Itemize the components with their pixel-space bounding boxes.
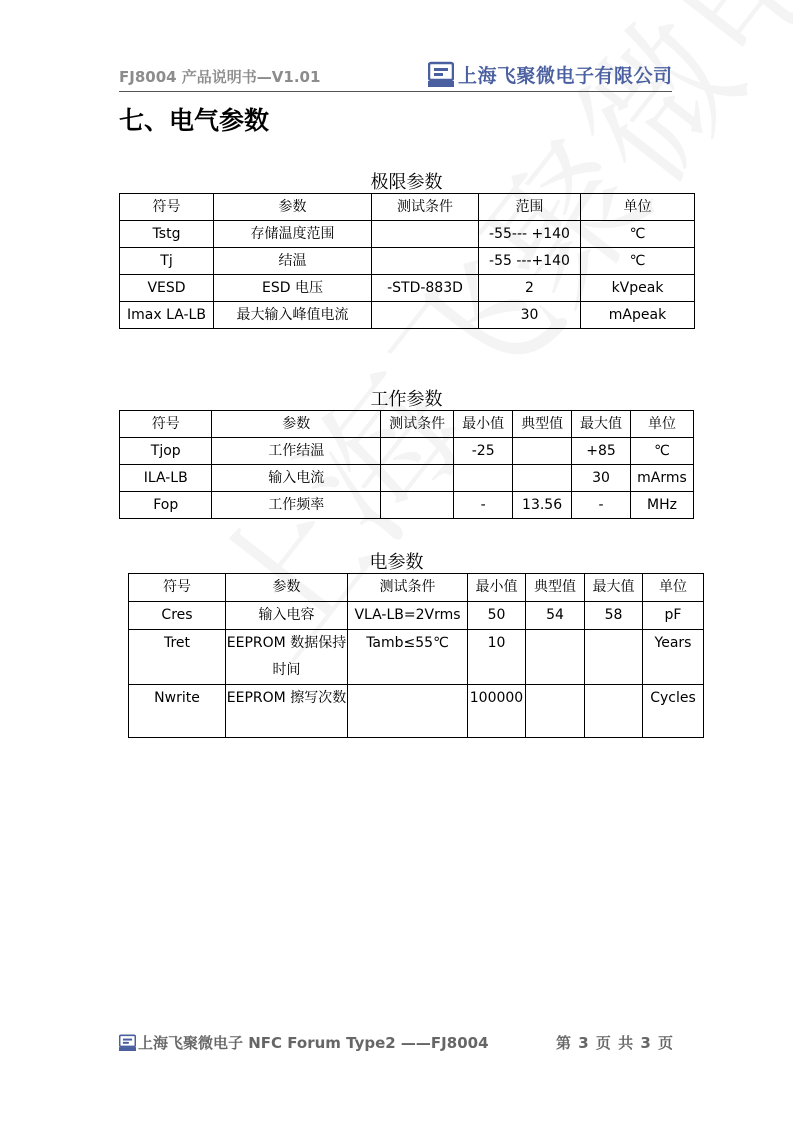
electrical-cell: 输入电容	[226, 602, 348, 630]
table-row	[129, 602, 704, 630]
electrical-cell: 最小值	[468, 574, 526, 602]
limits-cell: 测试条件	[372, 194, 479, 221]
electrical-cell: Nwrite	[129, 685, 226, 738]
electrical-cell	[585, 685, 643, 738]
table-row	[129, 685, 704, 738]
electrical-cell: 最大值	[585, 574, 643, 602]
table-row	[120, 438, 694, 465]
limits-cell	[372, 248, 479, 275]
electrical-cell: 10	[468, 630, 526, 685]
operating-cell: Fop	[120, 492, 212, 519]
electrical-cell: pF	[643, 602, 704, 630]
operating-cell: 工作频率	[212, 492, 381, 519]
table-row	[129, 630, 704, 685]
table-header-row	[129, 574, 704, 602]
footer-text: 上海飞聚微电子 NFC Forum Type2 ——FJ8004	[138, 1034, 489, 1052]
limits-cell: 参数	[214, 194, 372, 221]
table-header-row	[120, 411, 694, 438]
table-row	[120, 221, 695, 248]
limits-cell: 结温	[214, 248, 372, 275]
table-row	[120, 492, 694, 519]
limits-cell: Tstg	[120, 221, 214, 248]
operating-cell: 单位	[630, 411, 693, 438]
operating-cell: ILA-LB	[120, 465, 212, 492]
limits-cell: ℃	[581, 221, 695, 248]
operating-cell: +85	[572, 438, 631, 465]
company-header	[428, 60, 673, 88]
limits-cell: 30	[479, 302, 581, 329]
limits-cell: Imax LA-LB	[120, 302, 214, 329]
operating-cell: -	[572, 492, 631, 519]
electrical-cell	[348, 685, 468, 738]
limits-cell: 2	[479, 275, 581, 302]
table-row	[120, 248, 695, 275]
electrical-table	[128, 573, 704, 738]
electrical-cell: VLA-LB=2Vrms	[348, 602, 468, 630]
table-row	[120, 302, 695, 329]
table-row	[120, 465, 694, 492]
limits-cell: 符号	[120, 194, 214, 221]
company-logo-icon	[428, 61, 454, 87]
operating-cell: 最小值	[454, 411, 513, 438]
limits-cell: -55 ---+140	[479, 248, 581, 275]
limits-cell: 范围	[479, 194, 581, 221]
operating-table	[119, 410, 694, 519]
electrical-table-title: 电参数	[369, 552, 424, 573]
operating-cell	[381, 492, 454, 519]
operating-cell: 典型值	[513, 411, 572, 438]
electrical-cell: Cres	[129, 602, 226, 630]
operating-cell: 工作结温	[212, 438, 381, 465]
operating-cell: 测试条件	[381, 411, 454, 438]
electrical-cell	[526, 685, 585, 738]
footer	[119, 1032, 674, 1054]
limits-table	[119, 193, 695, 329]
operating-cell	[513, 438, 572, 465]
operating-cell: 参数	[212, 411, 381, 438]
limits-cell: -55--- +140	[479, 221, 581, 248]
operating-cell	[381, 438, 454, 465]
electrical-cell: 单位	[643, 574, 704, 602]
electrical-cell: 典型值	[526, 574, 585, 602]
electrical-cell: 50	[468, 602, 526, 630]
operating-cell: MHz	[630, 492, 693, 519]
limits-cell: 存储温度范围	[214, 221, 372, 248]
section-title: 七、电气参数	[119, 106, 270, 135]
limits-cell: 单位	[581, 194, 695, 221]
limits-cell: Tj	[120, 248, 214, 275]
electrical-cell: 100000	[468, 685, 526, 738]
electrical-cell: Cycles	[643, 685, 704, 738]
company-logo-icon	[119, 1034, 136, 1051]
electrical-cell: EEPROM 擦写次数	[226, 685, 348, 738]
operating-cell: 30	[572, 465, 631, 492]
operating-cell: -	[454, 492, 513, 519]
table-header-row	[120, 194, 695, 221]
operating-cell	[454, 465, 513, 492]
electrical-cell: 测试条件	[348, 574, 468, 602]
operating-cell: 符号	[120, 411, 212, 438]
operating-table-title: 工作参数	[370, 389, 443, 410]
operating-cell: 最大值	[572, 411, 631, 438]
electrical-cell: 符号	[129, 574, 226, 602]
operating-cell: ℃	[630, 438, 693, 465]
operating-cell	[381, 465, 454, 492]
limits-cell: ℃	[581, 248, 695, 275]
limits-cell: VESD	[120, 275, 214, 302]
operating-cell: 输入电流	[212, 465, 381, 492]
limits-cell: ESD 电压	[214, 275, 372, 302]
doc-title: FJ8004 产品说明书—V1.01	[119, 68, 321, 86]
operating-cell: 13.56	[513, 492, 572, 519]
limits-cell	[372, 302, 479, 329]
electrical-cell: EEPROM 数据保持时间	[226, 630, 348, 685]
operating-cell: Tjop	[120, 438, 212, 465]
electrical-cell: 参数	[226, 574, 348, 602]
electrical-cell: Tamb≤55℃	[348, 630, 468, 685]
company-name: 上海飞聚微电子有限公司	[458, 64, 673, 87]
footer-left	[119, 1032, 489, 1053]
electrical-cell	[585, 630, 643, 685]
table-row	[120, 275, 695, 302]
limits-cell: 最大输入峰值电流	[214, 302, 372, 329]
operating-cell: mArms	[630, 465, 693, 492]
limits-table-title: 极限参数	[370, 172, 443, 193]
electrical-cell: Years	[643, 630, 704, 685]
limits-cell	[372, 221, 479, 248]
electrical-cell: 58	[585, 602, 643, 630]
electrical-cell	[526, 630, 585, 685]
operating-cell	[513, 465, 572, 492]
limits-cell: kVpeak	[581, 275, 695, 302]
electrical-cell: Tret	[129, 630, 226, 685]
electrical-cell: 54	[526, 602, 585, 630]
limits-cell: mApeak	[581, 302, 695, 329]
page-number: 第 3 页 共 3 页	[556, 1034, 674, 1052]
operating-cell: -25	[454, 438, 513, 465]
header-rule	[119, 91, 672, 92]
limits-cell: -STD-883D	[372, 275, 479, 302]
